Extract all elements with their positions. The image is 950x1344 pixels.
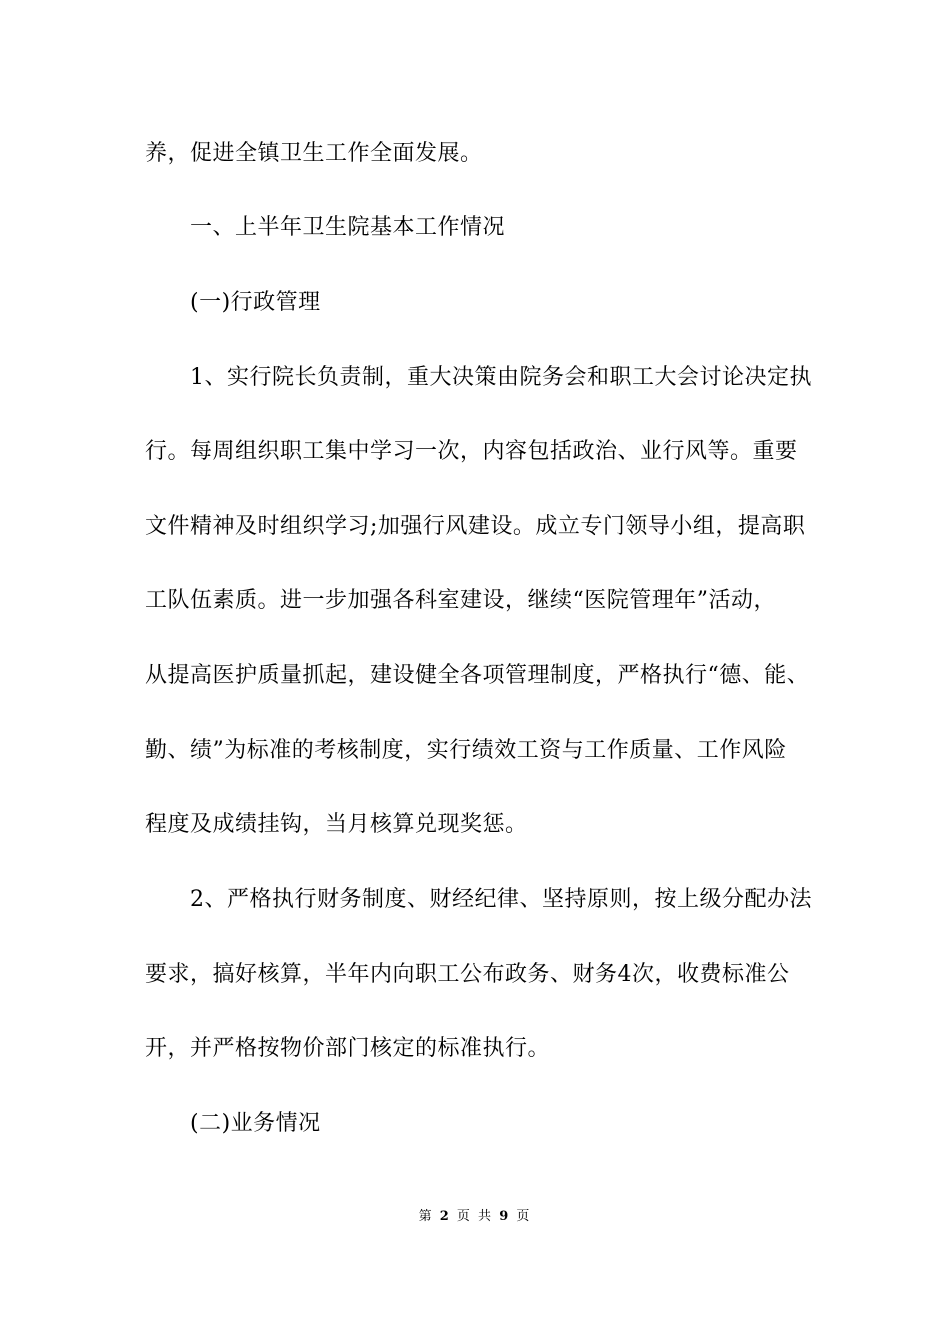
paragraph-line: 工队伍素质。进一步加强各科室建设，继续“医院管理年”活动， xyxy=(145,588,776,613)
paragraph-line: 1、实行院长负责制，重大决策由院务会和职工大会讨论决定执 xyxy=(190,365,812,390)
footer-suffix: 页 xyxy=(516,1209,532,1224)
paragraph-line: 程度及成绩挂钩，当月核算兑现奖惩。 xyxy=(145,812,528,837)
paragraph-line: 勤、绩”为标准的考核制度，实行绩效工资与工作质量、工作风险 xyxy=(145,738,787,763)
footer-prefix: 第 xyxy=(418,1209,434,1224)
total-page-number: 9 xyxy=(499,1209,511,1224)
paragraph-line: 开，并严格按物价部门核定的标准执行。 xyxy=(145,1036,551,1061)
paragraph-line: 养，促进全镇卫生工作全面发展。 xyxy=(145,141,483,166)
subsection-heading: (二)业务情况 xyxy=(190,1111,321,1136)
paragraph-line: 行。每周组织职工集中学习一次，内容包括政治、业行风等。重要 xyxy=(145,439,798,464)
paragraph-line: 文件精神及时组织学习;加强行风建设。成立专门领导小组，提高职 xyxy=(145,514,806,539)
section-heading: 一、上半年卫生院基本工作情况 xyxy=(190,215,506,240)
current-page-number: 2 xyxy=(439,1209,451,1224)
subsection-heading: (一)行政管理 xyxy=(190,290,321,315)
paragraph-line: 要求，搞好核算，半年内向职工公布政务、财务4次，收费标准公 xyxy=(145,962,790,987)
footer-middle: 页 共 xyxy=(456,1209,494,1224)
paragraph-line: 2、严格执行财务制度、财经纪律、坚持原则，按上级分配办法 xyxy=(190,887,812,912)
paragraph-line: 从提高医护质量抓起，建设健全各项管理制度，严格执行“德、能、 xyxy=(145,663,810,688)
page-footer xyxy=(0,1208,950,1226)
